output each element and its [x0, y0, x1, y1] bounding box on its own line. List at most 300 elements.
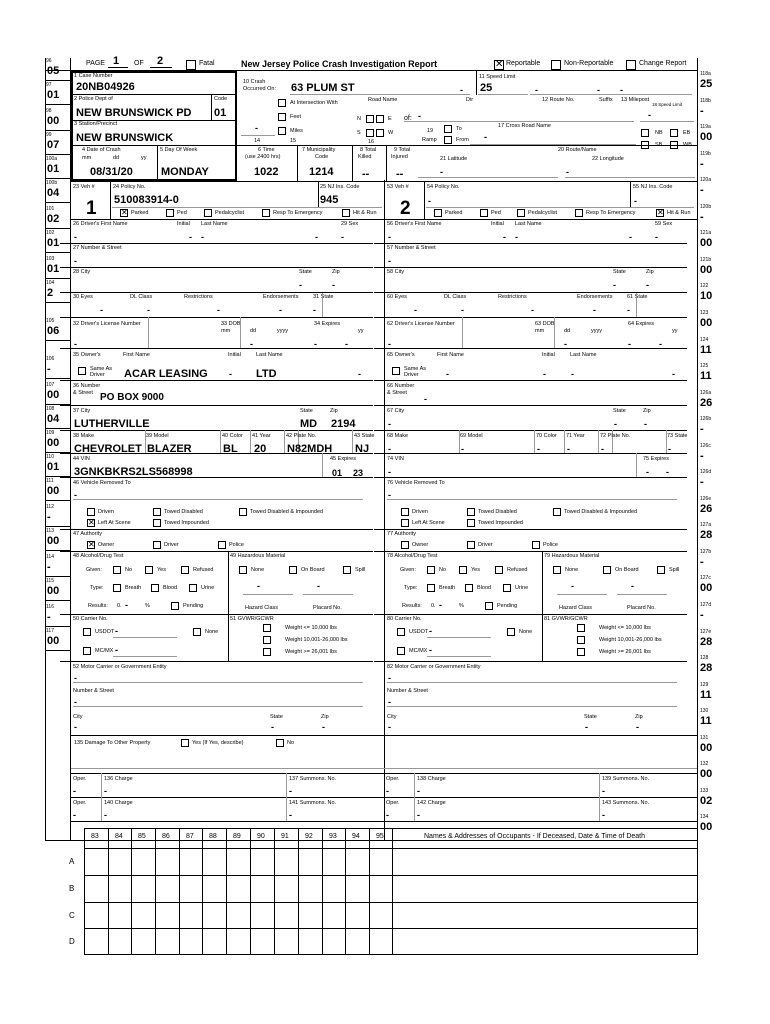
left-code-label: 100b: [46, 180, 58, 186]
veh1-blood-checkbox[interactable]: [151, 584, 159, 592]
veh2-towed-imp-checkbox[interactable]: [467, 519, 475, 527]
veh2-w3-checkbox[interactable]: [577, 648, 585, 656]
grid-line: [84, 928, 698, 929]
police-code[interactable]: 01: [214, 107, 227, 119]
occupant-row-label: C: [69, 911, 75, 920]
veh1-owner-zip[interactable]: 2194: [331, 418, 356, 430]
veh2-pedalcyclist-checkbox[interactable]: [517, 209, 525, 217]
eb-checkbox[interactable]: [670, 129, 678, 137]
cell-divider: [148, 317, 149, 348]
reportable-checkbox[interactable]: ✕: [495, 59, 504, 70]
veh1-owner-street[interactable]: PO BOX 9000: [100, 392, 164, 403]
veh2-dob: -: [564, 339, 567, 349]
feet-checkbox[interactable]: [278, 113, 286, 121]
veh1-endorse-label: Endorsements: [263, 294, 299, 300]
occupant-column-header: 89: [233, 833, 241, 840]
at-intersection-checkbox[interactable]: [278, 99, 286, 107]
veh2-driver-checkbox[interactable]: [467, 541, 475, 549]
veh2-pending-checkbox[interactable]: [485, 602, 493, 610]
veh2-towed-dis-imp-checkbox[interactable]: [553, 508, 561, 516]
right-code-label: 119b: [700, 150, 711, 157]
charge-value: -: [417, 786, 420, 796]
veh2-dl-state-label: 61 State: [627, 294, 648, 300]
veh2-alc-yes-checkbox[interactable]: [459, 566, 467, 574]
veh1-sex: -: [341, 232, 344, 242]
veh2-zip2-value: -: [636, 722, 639, 732]
veh1-driven-checkbox[interactable]: [87, 508, 95, 516]
veh1-owner-city[interactable]: LUTHERVILLE: [74, 418, 150, 430]
veh2-alc-no-checkbox[interactable]: [427, 566, 435, 574]
speed-limit18-label: 18 Speed Limit: [652, 102, 683, 107]
veh2-state-label: State: [613, 269, 626, 275]
veh2-haz-none-label: None: [565, 567, 579, 573]
occupant-column-header: 86: [162, 833, 170, 840]
left-code-label: 109: [46, 430, 55, 436]
veh1-haz-none-label: None: [251, 567, 265, 573]
veh2-usdot-value: -: [429, 626, 432, 636]
fatal-label: Fatal: [199, 60, 215, 67]
left-code-value: 00: [47, 437, 60, 449]
municipality-code[interactable]: 1214: [309, 166, 334, 178]
veh1-authority-label: 47 Authority: [73, 531, 103, 537]
veh1-plate[interactable]: N82MDH: [287, 443, 333, 455]
veh2-parked-checkbox[interactable]: [434, 209, 442, 217]
veh1-w3-checkbox[interactable]: [263, 648, 271, 656]
road-name-label: Road Name: [368, 97, 398, 103]
of-label: OF: [134, 60, 144, 67]
veh1-haz-spill-checkbox[interactable]: [343, 566, 351, 574]
veh2-breath-checkbox[interactable]: [427, 584, 435, 592]
veh1-owner-initial-label: Initial: [228, 352, 241, 358]
veh1-parked-checkbox[interactable]: ✕: [121, 208, 128, 217]
veh2-carrier-none-checkbox[interactable]: [507, 628, 515, 636]
veh2-hitrun-checkbox[interactable]: ✕: [657, 208, 664, 217]
veh2-results-value: 0.: [431, 603, 436, 609]
veh2-left-at-scene-checkbox[interactable]: [401, 519, 409, 527]
veh1-towed-dis-imp-label: Towed Disabled & Impounded: [250, 509, 324, 515]
veh1-pedalcyclist-label: Pedalcyclist: [215, 210, 245, 216]
entry-line: [113, 637, 177, 638]
veh2-urine-checkbox[interactable]: [503, 584, 511, 592]
time-sub: (use 2400 hrs): [245, 154, 281, 160]
veh1-restr-label: Restrictions: [184, 294, 213, 300]
right-code-label: 128: [700, 655, 709, 662]
veh2-same-as-driver-checkbox[interactable]: [392, 367, 400, 375]
row-divider: [60, 243, 373, 244]
damage-yes-label: Yes (If Yes, describe): [192, 740, 244, 746]
veh1-hitrun-checkbox[interactable]: [342, 209, 350, 217]
veh2-motor-label: 82 Motor Carrier or Government Entity: [387, 664, 481, 670]
muni-label: 7 Municipality: [302, 147, 336, 153]
veh2-alcohol-label: 78 Alcohol/Drug Test: [387, 553, 438, 559]
veh1-reg-exp-mm[interactable]: 01: [332, 468, 343, 478]
veh2-resp-checkbox[interactable]: [575, 209, 583, 217]
left-code-divider: [45, 340, 70, 341]
veh2-ped-checkbox[interactable]: [480, 209, 488, 217]
veh1-endorse: -: [279, 305, 282, 315]
cell-divider: [322, 453, 323, 477]
distance-value: -: [255, 123, 258, 133]
grid-line: [84, 828, 85, 954]
west-checkbox[interactable]: [376, 129, 384, 137]
veh2-haz-spill-checkbox[interactable]: [657, 566, 665, 574]
veh2-urine-label: Urine: [515, 585, 529, 591]
killed-label: 8 Total: [360, 147, 377, 153]
veh2-results-dash: -: [439, 600, 442, 610]
right-code-value: 10: [700, 290, 713, 303]
grid-line: [131, 828, 132, 954]
route-no: -: [535, 85, 538, 95]
veh1-haz-none-checkbox[interactable]: [239, 566, 247, 574]
nonreportable-checkbox[interactable]: [551, 60, 561, 70]
veh1-placard: -: [317, 581, 320, 591]
veh1-vin-exp-label: 45 Expires: [330, 456, 356, 462]
veh1-alc-yes-checkbox[interactable]: [145, 566, 153, 574]
sb-label: SB: [655, 142, 663, 148]
veh1-color[interactable]: BL: [223, 443, 238, 455]
veh2-usdot-checkbox[interactable]: [397, 628, 405, 636]
ramp-from-checkbox[interactable]: [444, 136, 452, 144]
row-divider: [374, 453, 687, 454]
veh2-resp-label: Resp To Emergency: [586, 210, 636, 216]
occupant-row-label: A: [69, 857, 75, 866]
veh2-ins-label: 55 NJ Ins. Code: [633, 184, 673, 190]
row-divider: [374, 661, 687, 662]
left-code-divider: [45, 154, 70, 155]
veh1-state: -: [299, 280, 302, 290]
veh1-owner-state[interactable]: MD: [300, 418, 318, 430]
veh1-vin[interactable]: 3GNKBKRS2LS568998: [74, 466, 193, 478]
cell-divider: [462, 317, 463, 348]
left-code-value: 00: [47, 485, 60, 497]
total-injured[interactable]: --: [396, 168, 404, 180]
veh2-gvwr-label: 81 GVWR/GCWR: [544, 616, 588, 622]
veh1-haz-class: -: [257, 581, 260, 591]
veh1-owner-last[interactable]: LTD: [256, 368, 277, 380]
entry-line: [243, 594, 293, 595]
veh1-dl-state: -: [313, 305, 316, 315]
veh2-endorse-label: Endorsements: [577, 294, 613, 300]
row-divider: [374, 614, 687, 615]
left-code-value: 01: [47, 163, 60, 175]
charge-label: 136 Charge: [104, 776, 133, 782]
veh2-mcmx-checkbox[interactable]: [397, 647, 405, 655]
station[interactable]: NEW BRUNSWICK: [76, 132, 174, 144]
left-code-divider: [45, 500, 70, 501]
case-number[interactable]: 20NB04926: [76, 81, 135, 93]
veh2-results-label: Results:: [402, 603, 422, 609]
veh1-same-as-driver-checkbox[interactable]: [78, 367, 86, 375]
veh2-w2-checkbox[interactable]: [577, 636, 585, 644]
cross-road-label: 17 Cross Road Name: [498, 123, 551, 129]
right-code-value: 26: [700, 396, 713, 409]
veh1-model-label: 39 Model: [146, 433, 169, 439]
fatal-checkbox[interactable]: [186, 60, 196, 70]
veh2-plate-label: 72 Plate No.: [600, 433, 631, 439]
miles-checkbox[interactable]: [278, 127, 286, 135]
veh1-owner-checkbox[interactable]: ✕: [88, 540, 95, 549]
veh1-w1-checkbox[interactable]: [263, 624, 271, 632]
veh1-ped-label: Ped: [177, 210, 187, 216]
veh2-initial-label: Initial: [491, 221, 504, 227]
veh2-breath-label: Breath: [439, 585, 456, 591]
left-code-divider: [45, 202, 70, 203]
veh1-towed-imp-checkbox[interactable]: [153, 519, 161, 527]
veh2-plate-state: -: [668, 444, 671, 454]
veh1-police-checkbox[interactable]: [218, 541, 226, 549]
veh2-driver-label: Driver: [404, 372, 419, 378]
field-14: 14: [254, 138, 261, 144]
veh1-usdot-checkbox[interactable]: [83, 628, 91, 636]
veh1-alc-refused-checkbox[interactable]: [181, 566, 189, 574]
right-code-value: 11: [700, 370, 712, 383]
cell-divider: [554, 317, 555, 348]
veh2-eyes-label: 60 Eyes: [387, 294, 407, 300]
left-code-label: 105: [46, 318, 55, 324]
yy-label: yy: [141, 155, 147, 161]
veh2-exp-yy: -: [659, 339, 662, 349]
veh1-make[interactable]: CHEVROLET: [74, 443, 142, 455]
veh1-ins-code[interactable]: 945: [320, 194, 339, 206]
page-number: 1: [113, 55, 120, 67]
oper-label: Oper.: [386, 776, 400, 782]
ramp-to-checkbox[interactable]: [444, 125, 452, 133]
cell-divider: [598, 430, 599, 453]
veh2-towed-disabled-label: Towed Disabled: [478, 509, 517, 515]
row-divider: [71, 821, 697, 822]
veh2-carrier-none-label: None: [519, 629, 533, 635]
veh2-owner-last-label: Last Name: [570, 352, 597, 358]
veh1-hitrun-label: Hit & Run: [353, 210, 377, 216]
grid-line: [226, 828, 227, 954]
left-code-value: 01: [47, 461, 60, 473]
total-killed[interactable]: --: [362, 168, 370, 180]
change-report-checkbox[interactable]: [626, 60, 636, 70]
right-code-label: 126d: [700, 469, 712, 476]
veh2-first: -: [388, 232, 391, 242]
veh1-left-label: Left At Scene: [98, 520, 131, 526]
right-code-value: -: [700, 609, 704, 622]
police-dept[interactable]: NEW BRUNSWICK PD: [76, 107, 192, 119]
veh2-police-checkbox[interactable]: [532, 541, 540, 549]
left-code-label: 99: [46, 132, 52, 138]
veh2-initial: -: [503, 232, 506, 242]
right-code-label: 119a: [700, 124, 711, 131]
veh2-usdot-label: USDOT: [409, 629, 429, 635]
left-code-value: 01: [47, 263, 60, 275]
veh1-resp-checkbox[interactable]: [262, 209, 270, 217]
veh2-number: 2: [400, 198, 411, 219]
veh1-ped-checkbox[interactable]: [166, 209, 174, 217]
veh1-zip2-value: -: [322, 722, 325, 732]
veh2-parked-label: Parked: [445, 210, 463, 216]
veh2-state: -: [613, 280, 616, 290]
veh1-pedalcyclist-checkbox[interactable]: [204, 209, 212, 217]
damage-no-checkbox[interactable]: [276, 739, 284, 747]
veh1-urine-checkbox[interactable]: [189, 584, 197, 592]
left-code-value: -: [47, 363, 51, 375]
veh2-w1-checkbox[interactable]: [577, 624, 585, 632]
veh1-owner-initial: -: [229, 369, 232, 379]
grid-line: [322, 828, 323, 954]
left-code-value: 07: [47, 139, 60, 151]
right-code-label: 125: [700, 363, 709, 370]
ramp-from-label: From: [456, 137, 469, 143]
day-of-week[interactable]: MONDAY: [161, 166, 209, 178]
left-code-divider: [45, 252, 70, 253]
entry-line: [73, 706, 363, 707]
veh2-haz-onboard-checkbox[interactable]: [603, 566, 611, 574]
summons-value: -: [602, 786, 605, 796]
veh2-eyes: -: [414, 305, 417, 315]
right-code-label: 124: [700, 336, 709, 343]
right-code-value: 28: [700, 635, 713, 648]
veh1-reg-exp-yy[interactable]: 23: [353, 468, 364, 478]
veh1-results-label: Results:: [88, 603, 108, 609]
south-checkbox[interactable]: [366, 129, 374, 137]
occupants-title: Names & Addresses of Occupants - If Deceased, Date & Time of Death: [424, 833, 645, 840]
veh1-state-label: State: [299, 269, 312, 275]
of-location-value: -: [418, 111, 421, 121]
cell-divider: [414, 797, 415, 821]
grid-line: [298, 828, 299, 954]
veh2-vin: -: [388, 467, 391, 477]
entry-line: [557, 594, 607, 595]
right-code-label: 120b: [700, 203, 712, 210]
injured-label: 9 Total: [394, 147, 411, 153]
left-code-label: 112: [46, 504, 54, 510]
veh1-removed: -: [74, 490, 77, 500]
left-code-divider: [45, 130, 70, 131]
veh1-removed-label: 46 Vehicle Removed To: [73, 480, 131, 486]
crash-time[interactable]: 1022: [254, 166, 279, 178]
veh2-placard: -: [631, 581, 634, 591]
veh2-driven-checkbox[interactable]: [401, 508, 409, 516]
right-code-label: 129: [700, 681, 709, 688]
veh2-blood-checkbox[interactable]: [465, 584, 473, 592]
of-location-label: of:: [404, 115, 412, 122]
west-label: W: [388, 130, 394, 136]
mm-label: mm: [82, 155, 92, 161]
veh2-owner-checkbox[interactable]: [401, 541, 409, 549]
charge-value: -: [417, 810, 420, 820]
veh2-pedalcyclist-label: Pedalcyclist: [528, 210, 558, 216]
veh1-haz-onboard-checkbox[interactable]: [289, 566, 297, 574]
veh1-driver-checkbox[interactable]: [153, 541, 161, 549]
right-code-value: 00: [700, 821, 713, 834]
veh1-zip2-label: Zip: [321, 714, 329, 720]
veh1-alc-no-checkbox[interactable]: [113, 566, 121, 574]
veh2-towed-disabled-checkbox[interactable]: [467, 508, 475, 516]
veh1-parked-label: Parked: [131, 210, 149, 216]
row-divider: [60, 405, 373, 406]
veh1-model[interactable]: BLAZER: [147, 443, 192, 455]
veh1-usdot-value: -: [115, 626, 118, 636]
veh1-carrier-none-checkbox[interactable]: [193, 628, 201, 636]
right-code-label: 127c: [700, 575, 711, 582]
veh1-last-label: Last Name: [201, 221, 228, 227]
veh2-haz-none-checkbox[interactable]: [553, 566, 561, 574]
veh2-year-label: 71 Year: [566, 433, 585, 439]
veh1-plate-state[interactable]: NJ: [355, 443, 370, 455]
damage-yes-checkbox[interactable]: [181, 739, 189, 747]
veh1-city-label: 37 City: [73, 408, 91, 414]
cell-divider: [352, 430, 353, 453]
veh2-driver-cb-label: Driver: [478, 542, 493, 548]
row-divider: [374, 243, 687, 244]
veh1-driver-label: Driver: [90, 372, 105, 378]
nb-checkbox[interactable]: [641, 129, 649, 137]
occupant-column-header: 91: [281, 833, 289, 840]
crash-date[interactable]: 08/31/20: [90, 166, 133, 178]
right-code-label: 134: [700, 814, 709, 821]
veh1-blood-label: Blood: [163, 585, 178, 591]
route20-label: 20 Route/Name: [558, 147, 597, 153]
right-code-value: 02: [700, 794, 713, 807]
left-code-divider: [45, 428, 70, 429]
crash-road[interactable]: 63 PLUM ST: [291, 82, 355, 94]
veh2-mcmx-label: MC/MX: [409, 648, 428, 654]
veh1-breath-checkbox[interactable]: [113, 584, 121, 592]
veh2-motor-value: -: [388, 673, 391, 683]
route-suffix: -: [597, 85, 600, 95]
entry-line: [427, 637, 491, 638]
veh1-carrier-none-label: None: [205, 629, 219, 635]
veh1-owner-name[interactable]: ACAR LEASING: [124, 368, 208, 380]
north-checkbox[interactable]: [366, 115, 374, 123]
east-checkbox[interactable]: [376, 115, 384, 123]
occupant-column-header: 88: [209, 833, 217, 840]
row-divider: [60, 529, 373, 530]
ramp-number: 19: [427, 128, 434, 134]
veh1-zip: -: [332, 280, 335, 290]
killed-sub: Killed: [358, 154, 372, 160]
speed-limit[interactable]: 25: [480, 82, 493, 94]
veh1-eyes-label: 30 Eyes: [73, 294, 93, 300]
veh2-last: -: [629, 232, 632, 242]
veh1-policy[interactable]: 510083914-0: [114, 194, 179, 206]
veh2-alc-refused-checkbox[interactable]: [495, 566, 503, 574]
veh1-pct-label: %: [145, 603, 150, 609]
veh1-alc-yes-label: Yes: [157, 567, 166, 573]
veh2-state2-value: -: [585, 722, 588, 732]
right-code-value: -: [700, 423, 704, 436]
cell-divider: [599, 773, 600, 797]
veh1-motor-label: 52 Motor Carrier or Government Entity: [73, 664, 167, 670]
veh1-pending-checkbox[interactable]: [171, 602, 179, 610]
veh2-reg-exp-mm: -: [646, 467, 649, 477]
veh2-sex: -: [655, 232, 658, 242]
cell-divider: [322, 293, 323, 317]
nb-label: NB: [655, 130, 663, 136]
veh2-restr: -: [531, 305, 534, 315]
veh1-towed-dis-imp-checkbox[interactable]: [239, 508, 247, 516]
veh1-towed-disabled-checkbox[interactable]: [153, 508, 161, 516]
veh2-color: -: [537, 444, 540, 454]
left-code-label: 97: [46, 82, 52, 88]
veh1-left-at-scene-checkbox[interactable]: ✕: [88, 518, 95, 527]
grid-line: [274, 828, 275, 954]
veh1-w2-checkbox[interactable]: [263, 636, 271, 644]
veh1-mcmx-checkbox[interactable]: [83, 647, 91, 655]
cell-divider: [636, 293, 637, 317]
veh1-color-label: 40 Color: [222, 433, 243, 439]
right-code-label: 121b: [700, 256, 712, 263]
veh1-owner-state-label: State: [300, 408, 313, 414]
date-label: 4 Date of Crash: [82, 147, 121, 153]
veh2-owner-first: -: [446, 369, 449, 379]
veh1-year[interactable]: 20: [254, 443, 267, 455]
